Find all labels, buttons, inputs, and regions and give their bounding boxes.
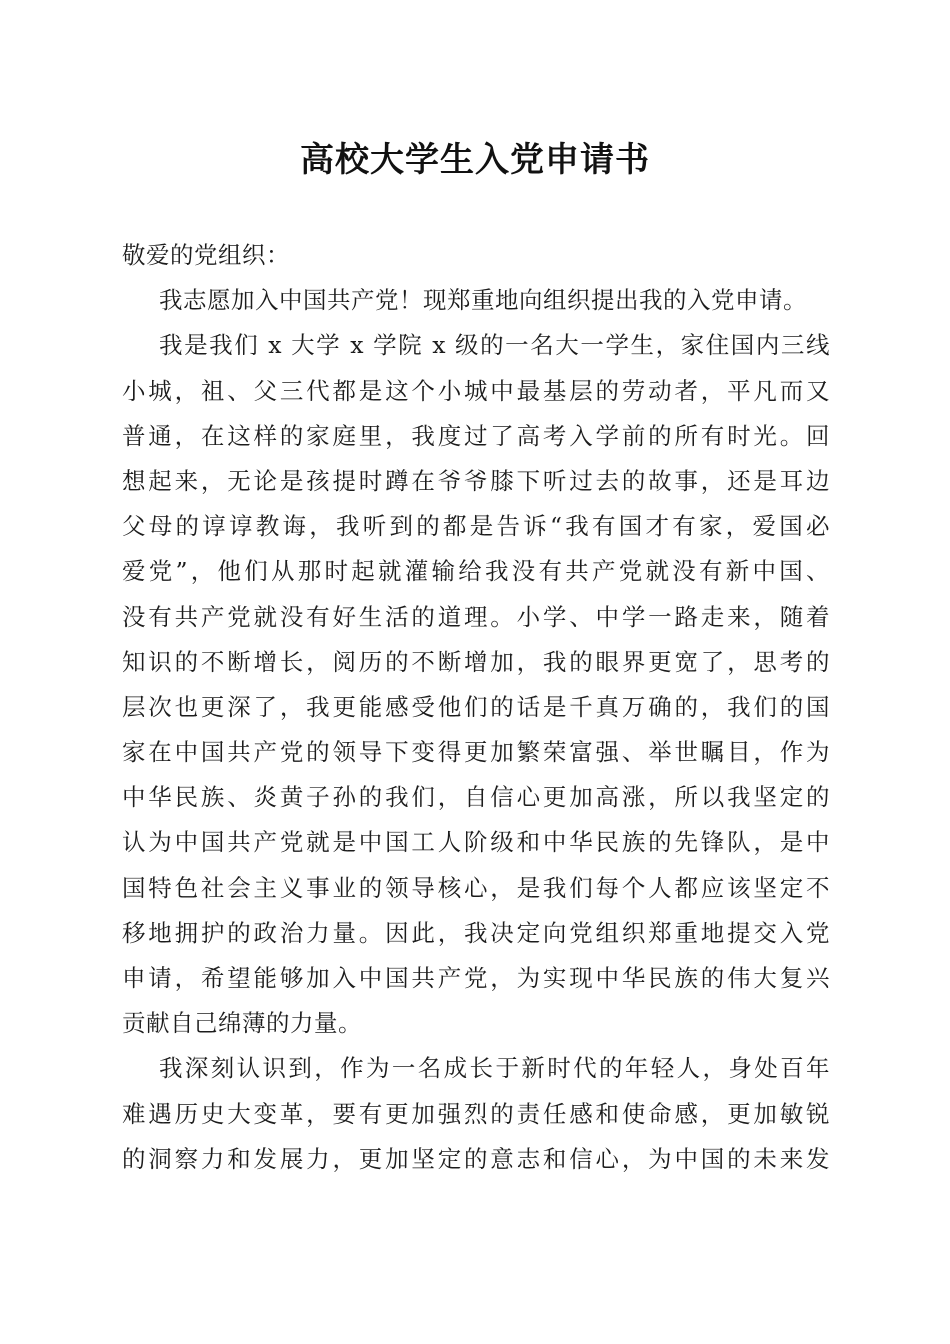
paragraph-3 xyxy=(122,1046,830,1182)
paragraph-line: 想起来，无论是孩提时蹲在爷爷膝下听过去的故事，还是耳边 xyxy=(122,466,830,495)
paragraph-line: 认为中国共产党就是中国工人阶级和中华民族的先锋队，是中 xyxy=(122,828,830,857)
document-body xyxy=(122,233,830,1182)
paragraph-1 xyxy=(122,278,830,323)
paragraph-line: 难遇历史大变革，要有更加强烈的责任感和使命感，更加敏锐 xyxy=(122,1099,830,1128)
paragraph-line: 中华民族、炎黄子孙的我们，自信心更加高涨，所以我坚定的 xyxy=(122,783,830,812)
paragraph-line: 父母的谆谆教诲，我听到的都是告诉“我有国才有家，爱国必 xyxy=(122,512,830,541)
paragraph-line: 没有共产党就没有好生活的道理。小学、中学一路走来，随着 xyxy=(122,602,830,631)
paragraph-line: 我志愿加入中国共产党！现郑重地向组织提出我的入党申请。 xyxy=(159,286,807,315)
paragraph-2 xyxy=(122,323,830,1046)
paragraph-line: 知识的不断增长，阅历的不断增加，我的眼界更宽了，思考的 xyxy=(122,647,830,676)
paragraph-line: 小城，祖、父三代都是这个小城中最基层的劳动者，平凡而又 xyxy=(122,376,830,405)
paragraph-line: 家在中国共产党的领导下变得更加繁荣富强、举世瞩目，作为 xyxy=(122,738,830,767)
paragraph-line: 移地拥护的政治力量。因此，我决定向党组织郑重地提交入党 xyxy=(122,918,830,947)
document-title: 高校大学生入党申请书 xyxy=(300,140,650,180)
paragraph-line: 贡献自己绵薄的力量。 xyxy=(122,1009,362,1038)
paragraph-line: 国特色社会主义事业的领导核心，是我们每个人都应该坚定不 xyxy=(122,873,830,902)
paragraph-line: 我深刻认识到，作为一名成长于新时代的年轻人，身处百年 xyxy=(159,1054,830,1083)
paragraph-line: 我是我们 x 大学 x 学院 x 级的一名大一学生，家住国内三线 xyxy=(159,331,830,360)
paragraph-line: 申请，希望能够加入中国共产党，为实现中华民族的伟大复兴 xyxy=(122,964,830,992)
salutation: 敬爱的党组织： xyxy=(122,241,290,269)
paragraph-line: 爱党”，他们从那时起就灌输给我没有共产党就没有新中国、 xyxy=(122,557,830,586)
paragraph-line: 的洞察力和发展力，更加坚定的意志和信心，为中国的未来发 xyxy=(122,1144,830,1173)
paragraph-line: 普通，在这样的家庭里，我度过了高考入学前的所有时光。回 xyxy=(122,421,830,450)
paragraph-line: 层次也更深了，我更能感受他们的话是千真万确的，我们的国 xyxy=(122,692,830,721)
